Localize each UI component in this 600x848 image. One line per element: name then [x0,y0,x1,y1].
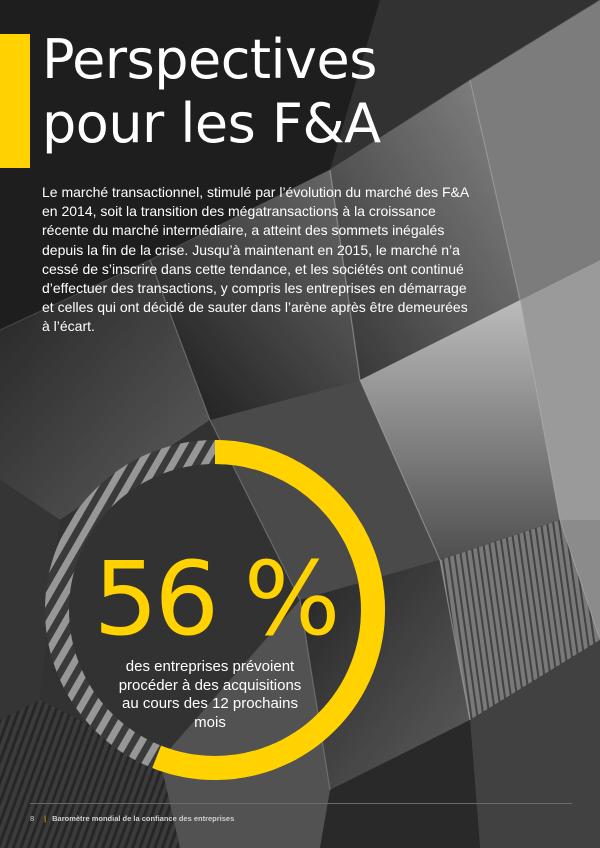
stat-description: des entreprises prévoient procéder à des acquisitions au cours des 12 prochains mois [118,658,302,731]
page-title-line-2: pour les F&A [42,92,381,155]
intro-paragraph: Le marché transactionnel, stimulé par l’évolution du marché des F&A en 2014, soit la transition des mégatransactions à la croissance récente du marché intermédiaire, a atteint des sommets inégalés depuis la fin de la crise. Jusqu’à maintenant en 2015, le marché n’a cessé de s’inscrire dans cette tendance, et les sociétés ont continué d’effectuer des transactions, y compris les entreprises en démarrage et celles qui ont décidé de sauter dans l’arène après être demeurées à l’écart. [42,184,469,335]
page-footer [30,814,234,824]
footer-separator: | [44,814,47,823]
page-title-line-1: Perspectives [42,28,377,91]
page-number: 8 [30,814,35,823]
footer-divider [30,803,572,804]
publication-title: Baromètre mondial de la confiance des entreprises [52,814,235,823]
stat-percentage: 56 % [93,540,337,659]
